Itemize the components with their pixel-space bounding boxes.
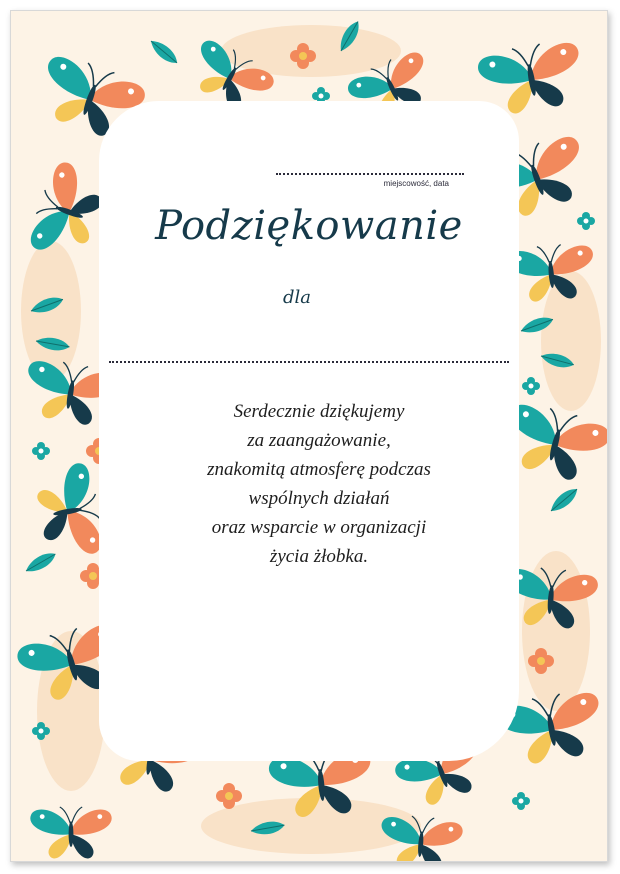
message-line: wspólnych działań bbox=[248, 488, 390, 509]
certificate-title: Podziękowanie bbox=[155, 203, 463, 249]
certificate-subtitle: dla bbox=[283, 287, 312, 308]
place-date-line[interactable] bbox=[276, 173, 464, 175]
thank-you-message bbox=[119, 397, 519, 571]
recipient-name-line[interactable] bbox=[109, 361, 509, 363]
message-line: życia żłobka. bbox=[269, 546, 369, 567]
certificate-sheet bbox=[10, 10, 608, 862]
message-line: oraz wsparcie w organizacji bbox=[211, 517, 427, 538]
message-line: Serdecznie dziękujemy bbox=[233, 401, 405, 422]
message-line: za zaangażowanie, bbox=[247, 430, 391, 451]
place-date-label: miejscowość, data bbox=[383, 179, 449, 188]
message-line: znakomitą atmosferę podczas bbox=[207, 459, 431, 480]
